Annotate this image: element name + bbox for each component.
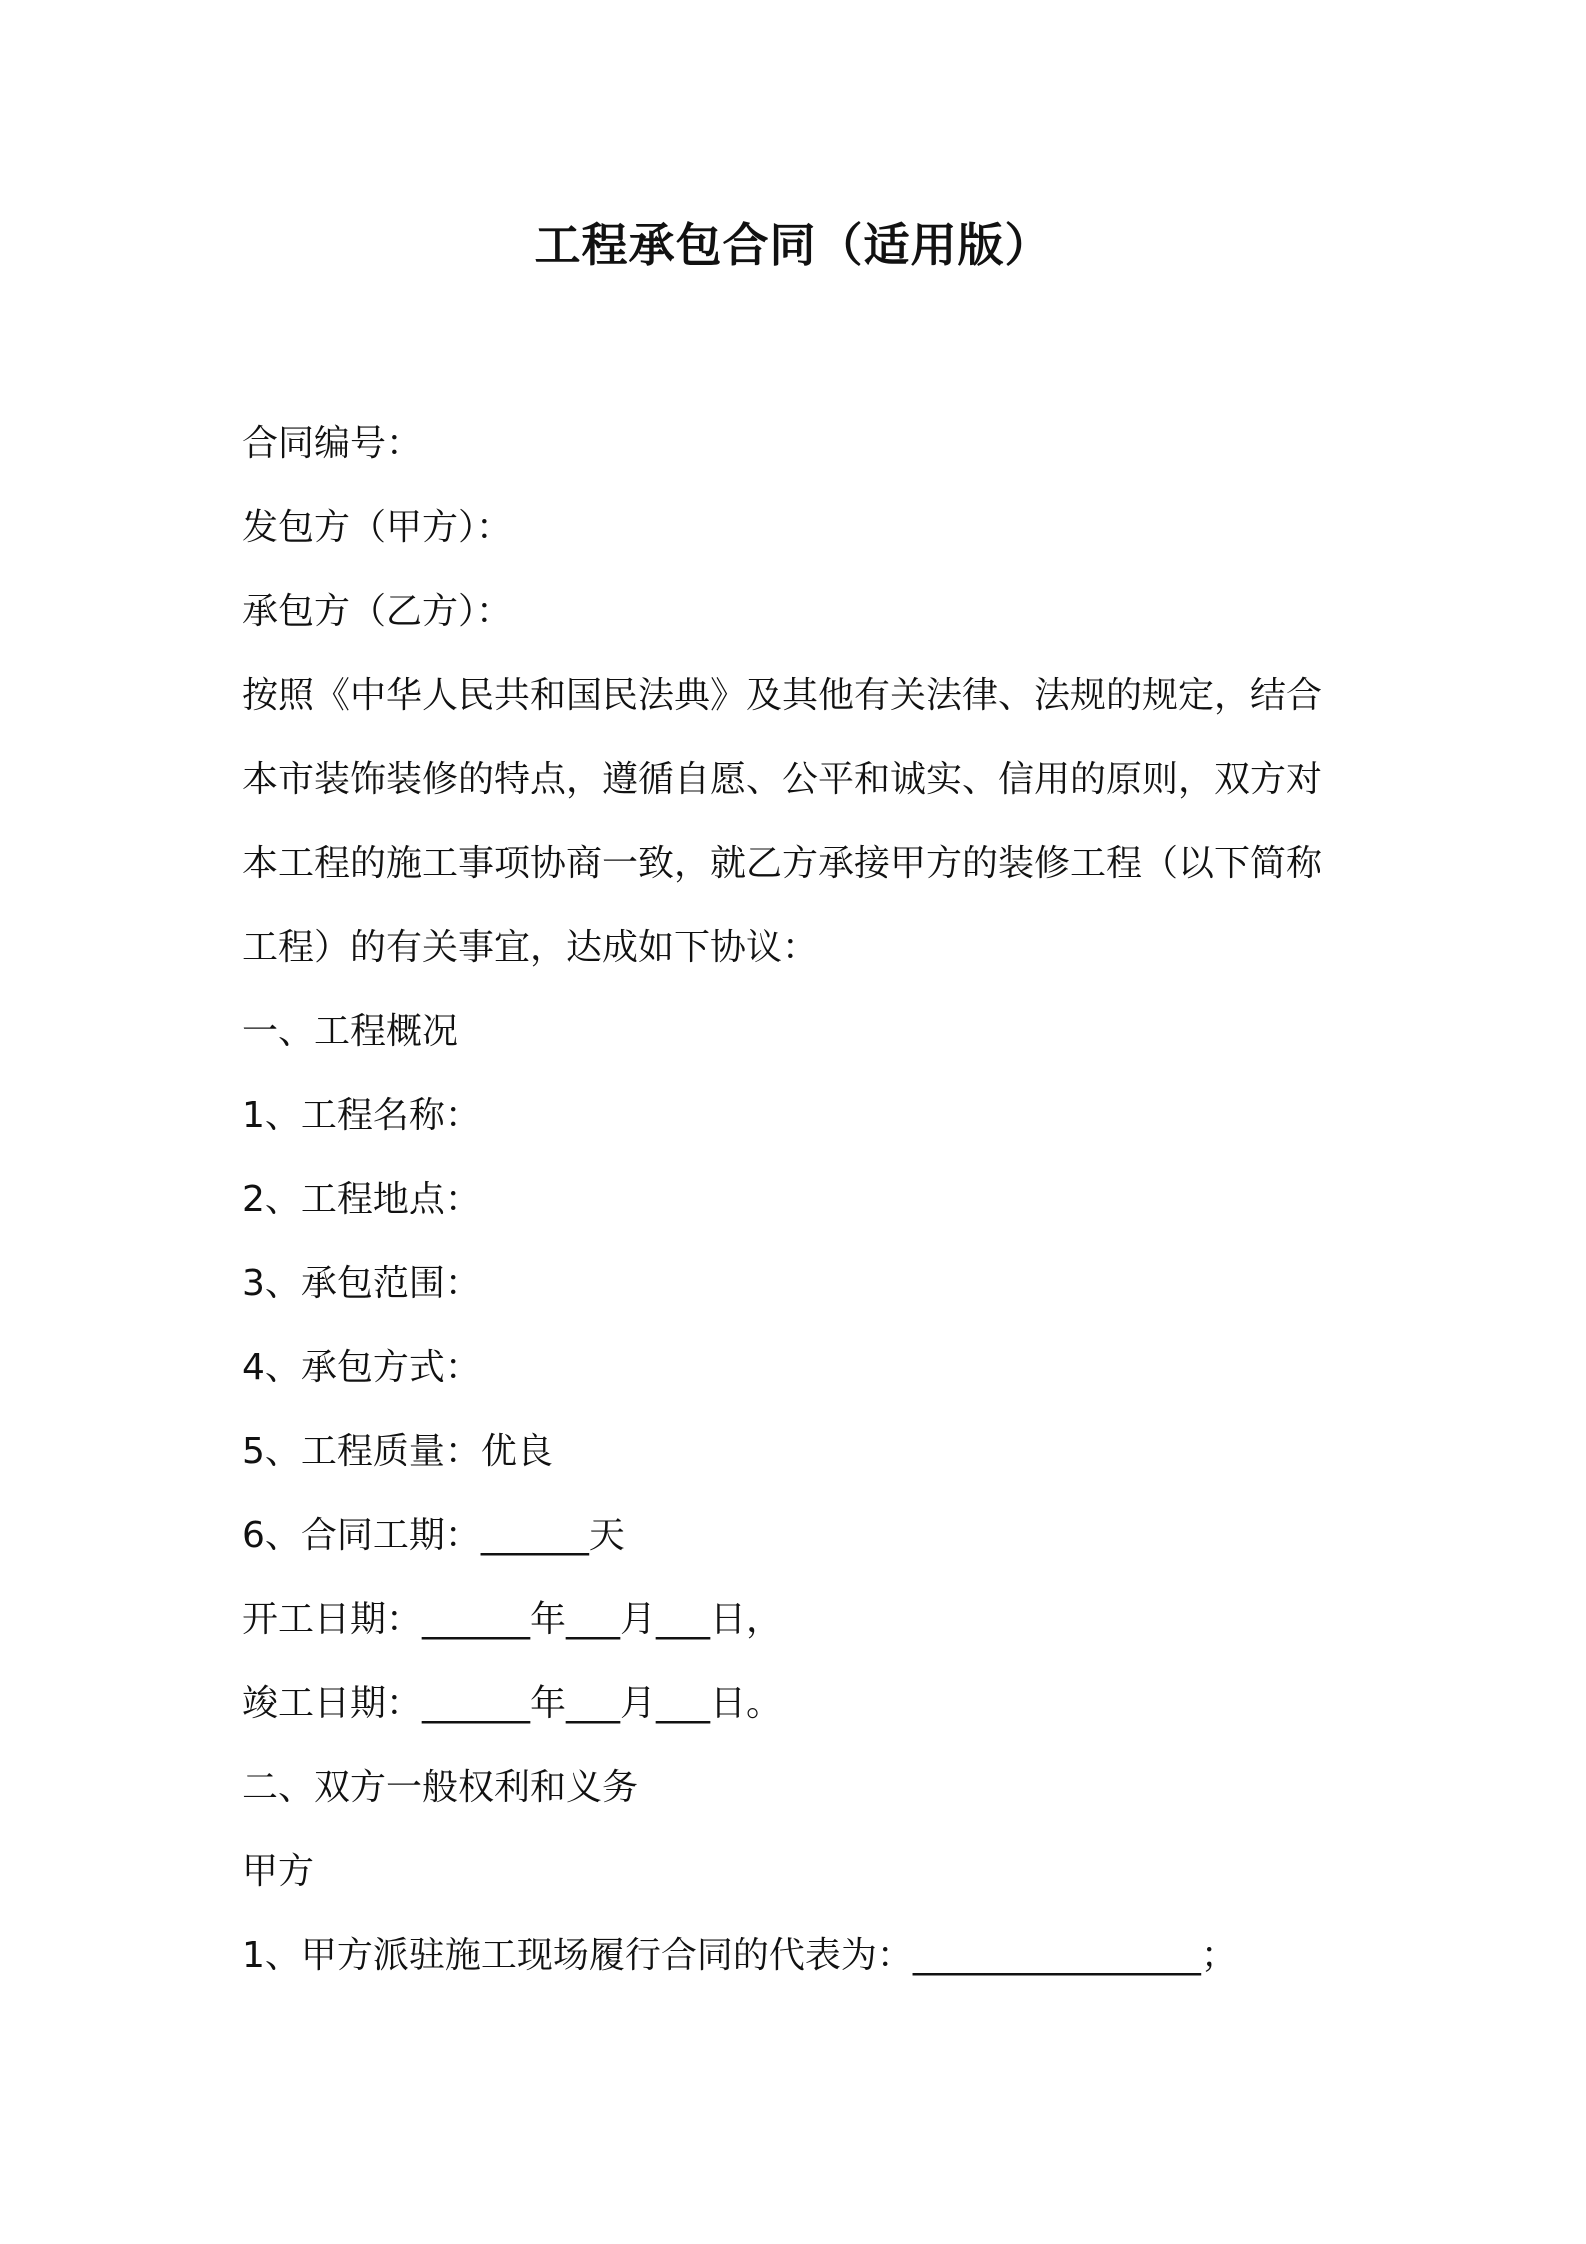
section-heading-rights: 二、双方一般权利和义务 [242, 1767, 639, 1808]
party-a-line: 发包方（甲方）： [242, 507, 513, 548]
preamble-line-4: 工程）的有关事宜，达成如下协议： [242, 927, 819, 968]
party-b-line: 承包方（乙方）： [242, 591, 513, 632]
contract-number-line: 合同编号： [242, 423, 423, 464]
party-a-representative-line: 1、甲方派驻施工现场履行合同的代表为：________________； [242, 1935, 1237, 1976]
section-heading-overview: 一、工程概况 [242, 1011, 459, 1052]
preamble-line-1: 按照《中华人民共和国民法典》及其他有关法律、法规的规定，结合 [242, 675, 1323, 716]
contract-method-line: 4、承包方式： [242, 1347, 481, 1388]
project-name-line: 1、工程名称： [242, 1095, 481, 1136]
start-date-line: 开工日期：______年___月___日， [242, 1599, 783, 1640]
project-location-line: 2、工程地点： [242, 1179, 481, 1220]
contract-scope-line: 3、承包范围： [242, 1263, 481, 1304]
preamble-line-3: 本工程的施工事项协商一致，就乙方承接甲方的装修工程（以下简称 [242, 843, 1323, 884]
completion-date-line: 竣工日期：______年___月___日。 [242, 1683, 783, 1724]
project-quality-line: 5、工程质量：优良 [242, 1431, 553, 1472]
document-body [242, 402, 1362, 1998]
party-a-subheading: 甲方 [242, 1851, 315, 1892]
contract-duration-line: 6、合同工期：______天 [242, 1515, 625, 1556]
preamble-line-2: 本市装饰装修的特点，遵循自愿、公平和诚实、信用的原则，双方对 [242, 759, 1323, 800]
document-title: 工程承包合同（适用版） [534, 218, 1052, 272]
